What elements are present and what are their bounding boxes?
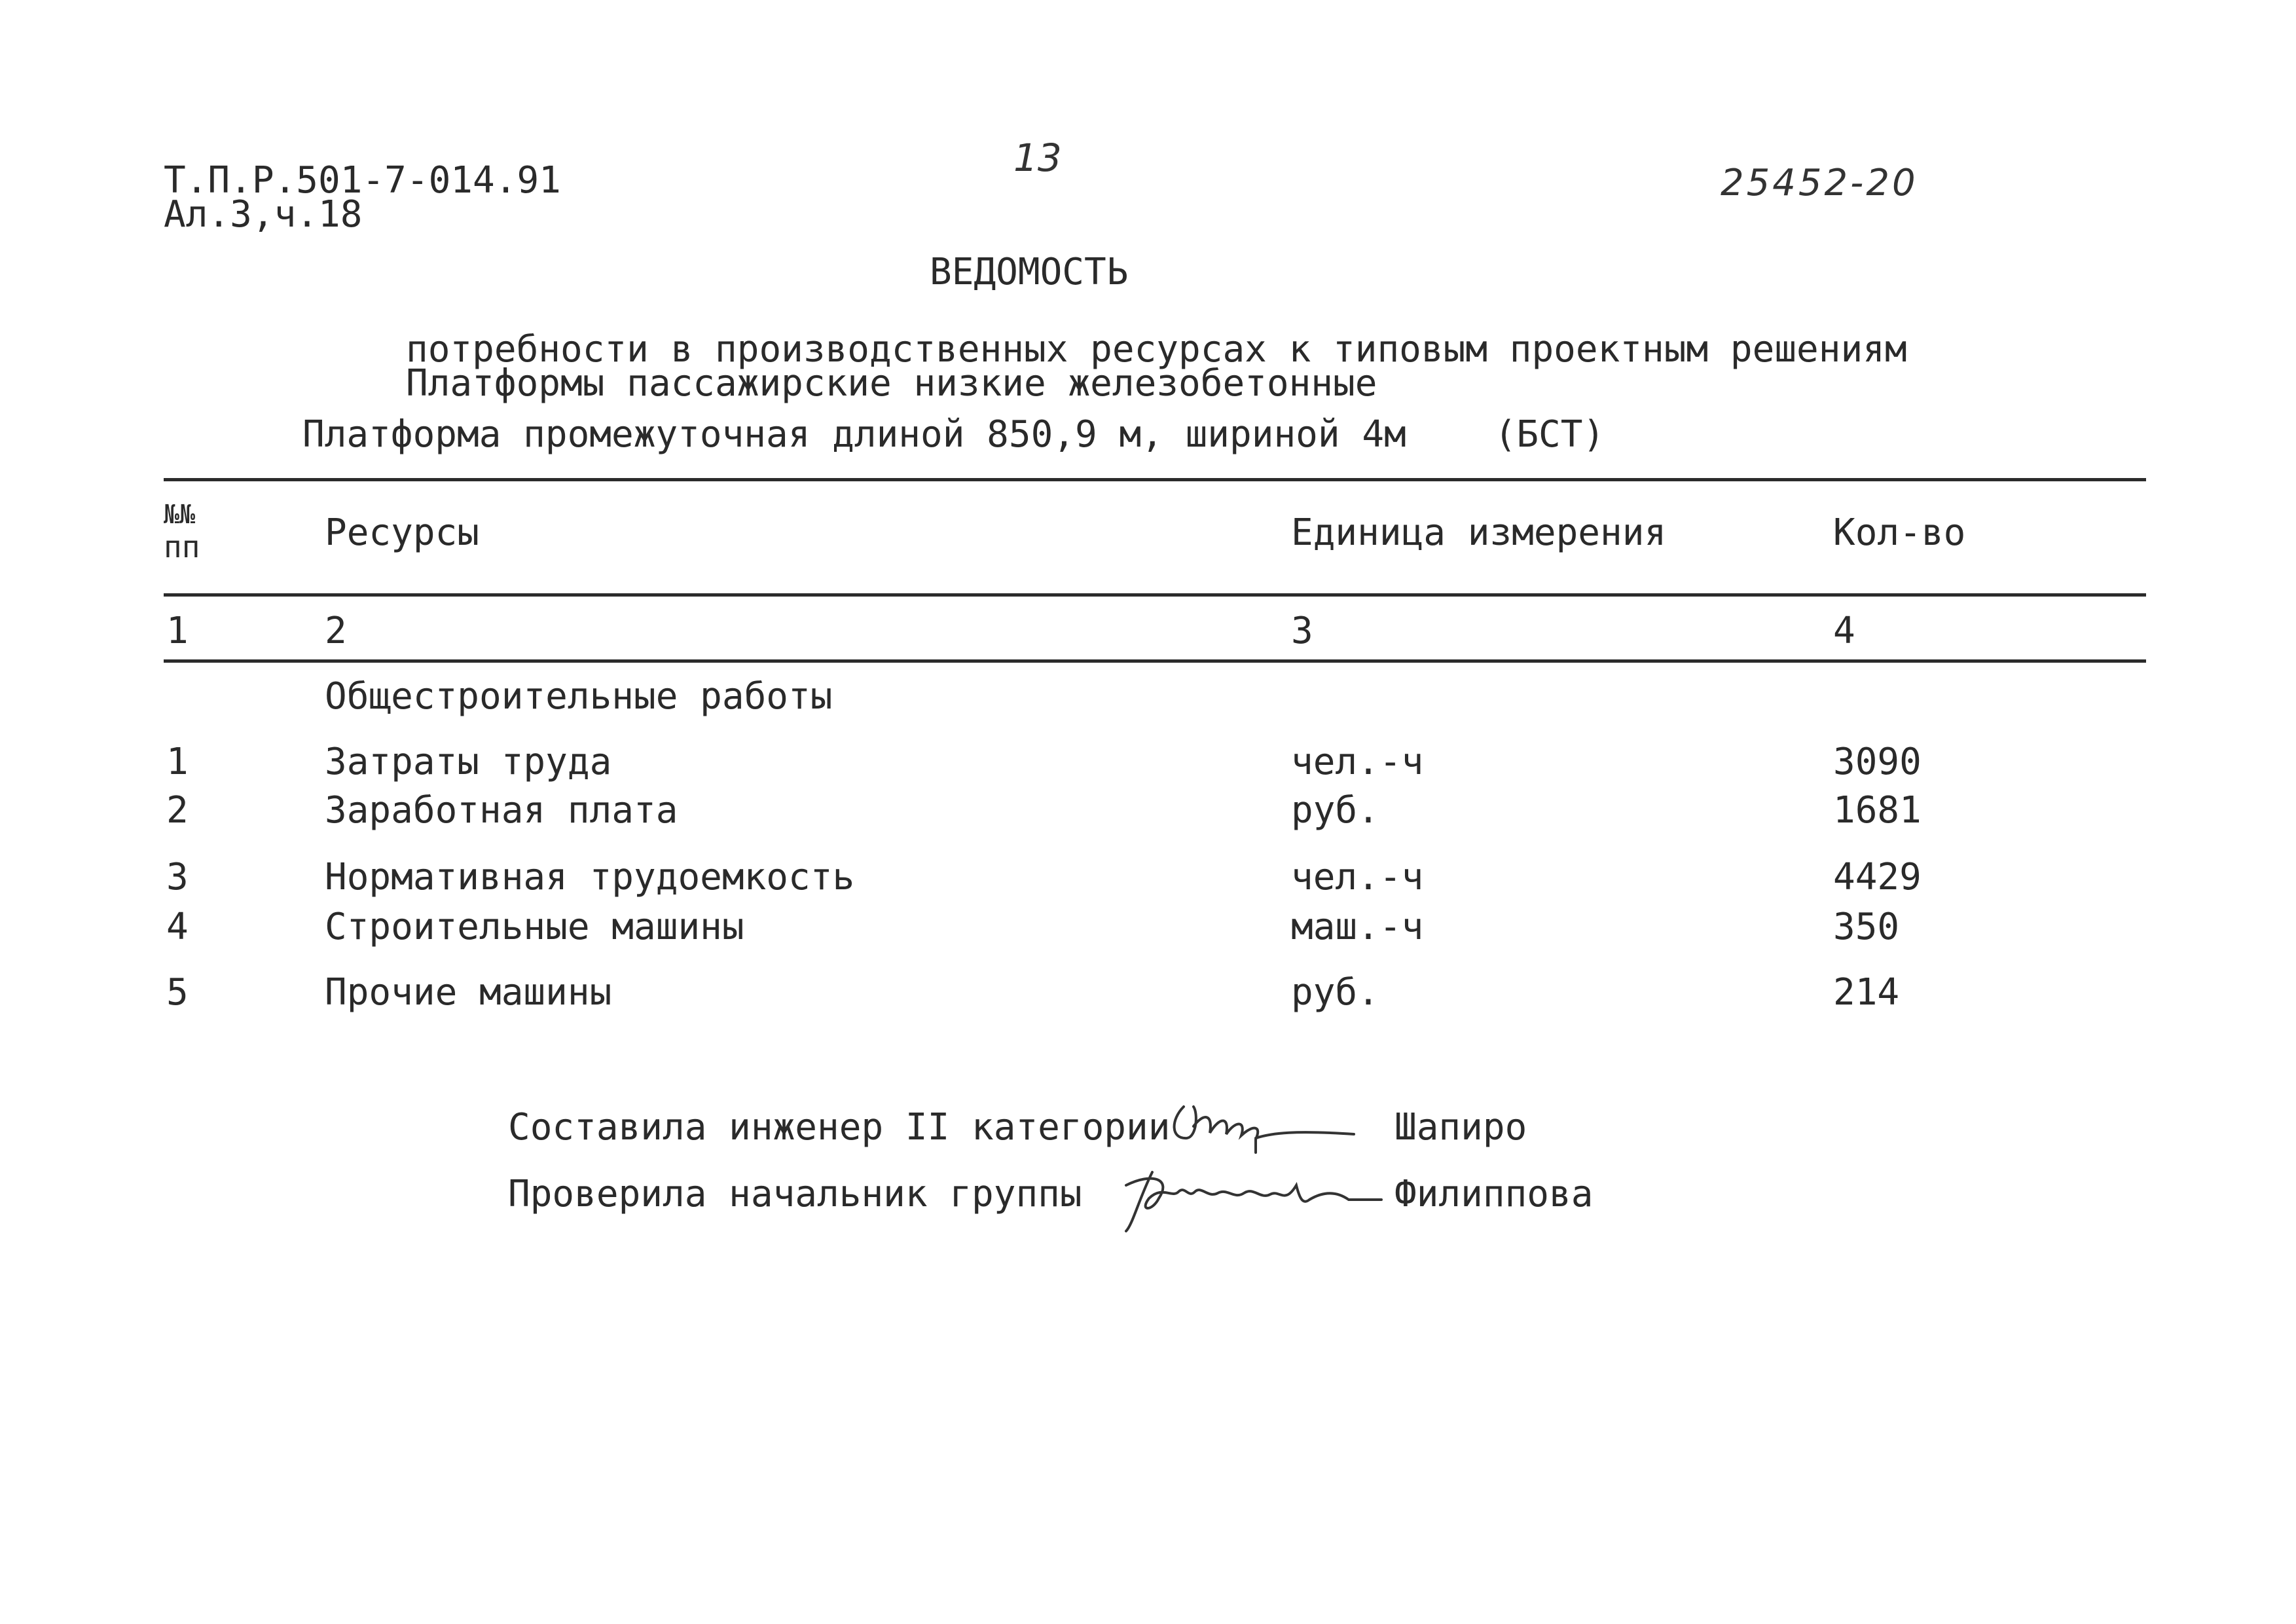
quantity: 3090	[1833, 741, 1922, 783]
unit: руб.	[1291, 971, 1379, 1014]
table-top-rule	[164, 478, 2146, 481]
checker-role: Проверила начальник группы	[508, 1173, 1082, 1215]
column-number: 1	[166, 610, 189, 652]
resource-name: Нормативная трудоемкость	[325, 856, 855, 898]
table-row	[0, 789, 2296, 838]
unit: чел.-ч	[1291, 741, 1424, 783]
subtitle-line-2: Платформы пассажирские низкие железобетонные	[406, 362, 1377, 405]
table-row	[0, 906, 2296, 955]
row-number: 5	[166, 971, 189, 1014]
column-numbers-row	[0, 610, 2296, 659]
unit: руб.	[1291, 789, 1379, 832]
inventory-number: 25452-20	[1721, 162, 1918, 204]
header-resource: Ресурсы	[325, 511, 480, 554]
handwritten-signature-filippova	[1113, 1159, 1388, 1244]
resource-name: Заработная плата	[325, 789, 678, 832]
column-number: 4	[1833, 610, 1855, 652]
document-code: Т.П.Р.501-7-014.91	[164, 159, 561, 202]
page-number: 13	[1013, 136, 1062, 180]
table-row	[0, 741, 2296, 790]
row-number: 1	[166, 741, 189, 783]
compiler-role: Составила инженер II категории	[508, 1106, 1171, 1149]
quantity: 214	[1833, 971, 1900, 1014]
unit: чел.-ч	[1291, 856, 1424, 898]
resource-name: Строительные машины	[325, 906, 744, 948]
quantity: 1681	[1833, 789, 1922, 832]
header-unit: Единица измерения	[1291, 511, 1667, 554]
handwritten-signature-shapiro	[1157, 1087, 1380, 1159]
header-bottom-rule	[164, 593, 2146, 597]
table-row	[0, 971, 2296, 1020]
column-number: 3	[1291, 610, 1313, 652]
section-heading: Общестроительные работы	[325, 675, 833, 718]
unit: маш.-ч	[1291, 906, 1424, 948]
quantity: 350	[1833, 906, 1900, 948]
checker-name: Филиппова	[1394, 1173, 1594, 1215]
table-row	[0, 856, 2296, 905]
resource-name: Затраты труда	[325, 741, 612, 783]
row-number: 3	[166, 856, 189, 898]
column-number: 2	[325, 610, 347, 652]
album-reference: Ал.3,ч.18	[164, 193, 363, 236]
header-qty: Кол-во	[1833, 511, 1966, 554]
row-number: 2	[166, 789, 189, 832]
subtitle-line-1: потребности в производственных ресурсах к типовым проектным решениям	[406, 328, 1907, 371]
column-numbers-bottom-rule	[164, 659, 2146, 663]
quantity: 4429	[1833, 856, 1922, 898]
header-num-line1: №№	[164, 500, 196, 530]
subtitle-line-3: Платформа промежуточная длиной 850,9 м, шириной 4м (БСТ)	[302, 413, 1605, 456]
compiler-name: Шапиро	[1394, 1106, 1527, 1149]
document-title: ВЕДОМОСТЬ	[930, 251, 1129, 293]
row-number: 4	[166, 906, 189, 948]
resource-name: Прочие машины	[325, 971, 612, 1014]
header-num-line2: пп	[164, 529, 200, 564]
